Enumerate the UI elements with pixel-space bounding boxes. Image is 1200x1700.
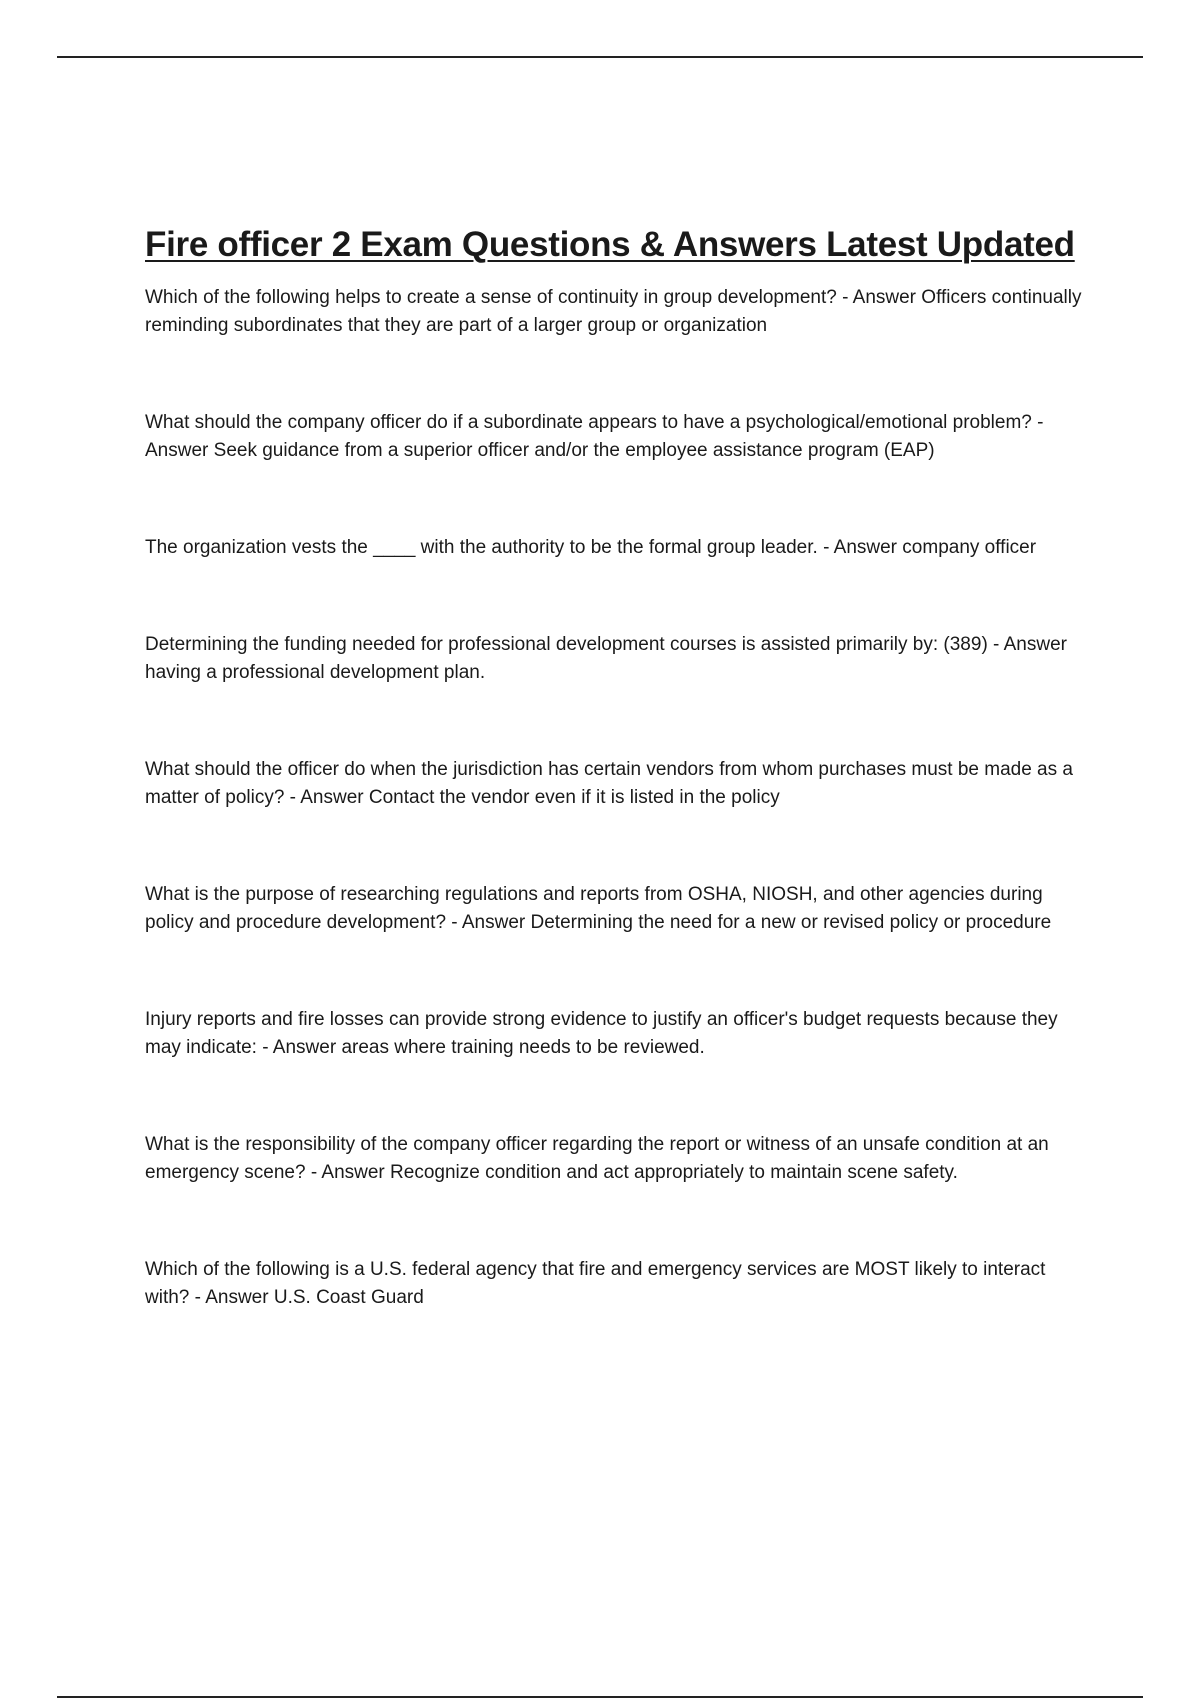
question-text: Which of the following is a U.S. federal agency that fire and emergency services are MOST likely to interact with? bbox=[145, 1259, 1046, 1308]
qa-separator bbox=[988, 634, 1004, 655]
qa-item bbox=[145, 284, 1085, 340]
answer-text: company officer bbox=[902, 537, 1037, 558]
answer-label: Answer bbox=[1003, 634, 1067, 655]
answer-text: Officers continually reminding subordinates that they are part of a larger group or organization bbox=[145, 287, 1082, 336]
qa-separator bbox=[284, 787, 300, 808]
answer-text: areas where training needs to be reviewed. bbox=[341, 1037, 705, 1058]
question-text: What is the purpose of researching regulations and reports from OSHA, NIOSH, and other agencies during policy and procedure development? bbox=[145, 884, 1043, 933]
answer-label: Answer bbox=[272, 1037, 337, 1058]
question-text: What is the responsibility of the company officer regarding the report or witness of an unsafe condition at an emergency scene? bbox=[145, 1134, 1049, 1183]
question-text: Determining the funding needed for professional development courses is assisted primarily by: (389) bbox=[145, 634, 988, 655]
answer-text: U.S. Coast Guard bbox=[273, 1287, 424, 1308]
qa-separator bbox=[306, 1162, 322, 1183]
qa-separator bbox=[257, 1037, 273, 1058]
answer-text: Recognize condition and act appropriately to maintain scene safety. bbox=[390, 1162, 958, 1183]
footer-rule bbox=[57, 1696, 1143, 1698]
question-text: What should the company officer do if a subordinate appears to have a psychological/emotional problem? bbox=[145, 412, 1032, 433]
question-text: What should the officer do when the jurisdiction has certain vendors from whom purchases must be made as a matter of policy? bbox=[145, 759, 1073, 808]
answer-label: Answer bbox=[205, 1287, 269, 1308]
qa-separator bbox=[189, 1287, 205, 1308]
qa-separator bbox=[837, 287, 853, 308]
answer-text: Contact the vendor even if it is listed in the policy bbox=[368, 787, 780, 808]
answer-text: Seek guidance from a superior officer and/or the employee assistance program (EAP) bbox=[213, 440, 935, 461]
answer-label: Answer bbox=[852, 287, 917, 308]
document-title: Fire officer 2 Exam Questions & Answers Latest Updated bbox=[145, 225, 1075, 264]
qa-separator bbox=[446, 912, 462, 933]
qa-separator bbox=[818, 537, 834, 558]
answer-label: Answer bbox=[300, 787, 364, 808]
qa-item bbox=[145, 1256, 1085, 1312]
qa-item bbox=[145, 756, 1085, 812]
answer-text: Determining the need for a new or revised policy or procedure bbox=[530, 912, 1052, 933]
question-text: Which of the following helps to create a sense of continuity in group development? bbox=[145, 287, 837, 308]
question-text: Injury reports and fire losses can provide strong evidence to justify an officer's budget requests because they may indicate: bbox=[145, 1009, 1058, 1058]
qa-item bbox=[145, 409, 1085, 465]
answer-text: having a professional development plan. bbox=[145, 662, 486, 683]
answer-label: Answer bbox=[461, 912, 526, 933]
answer-label: Answer bbox=[145, 440, 209, 461]
qa-item bbox=[145, 1006, 1085, 1062]
qa-item bbox=[145, 881, 1085, 937]
qa-item bbox=[145, 534, 1085, 562]
answer-label: Answer bbox=[833, 537, 898, 558]
qa-separator bbox=[1032, 412, 1044, 433]
header-rule bbox=[57, 56, 1143, 58]
document-body bbox=[145, 222, 1085, 1381]
question-text: The organization vests the ____ with the authority to be the formal group leader. bbox=[145, 537, 818, 558]
answer-label: Answer bbox=[321, 1162, 385, 1183]
qa-list bbox=[145, 284, 1085, 1312]
qa-item bbox=[145, 631, 1085, 687]
qa-item bbox=[145, 1131, 1085, 1187]
